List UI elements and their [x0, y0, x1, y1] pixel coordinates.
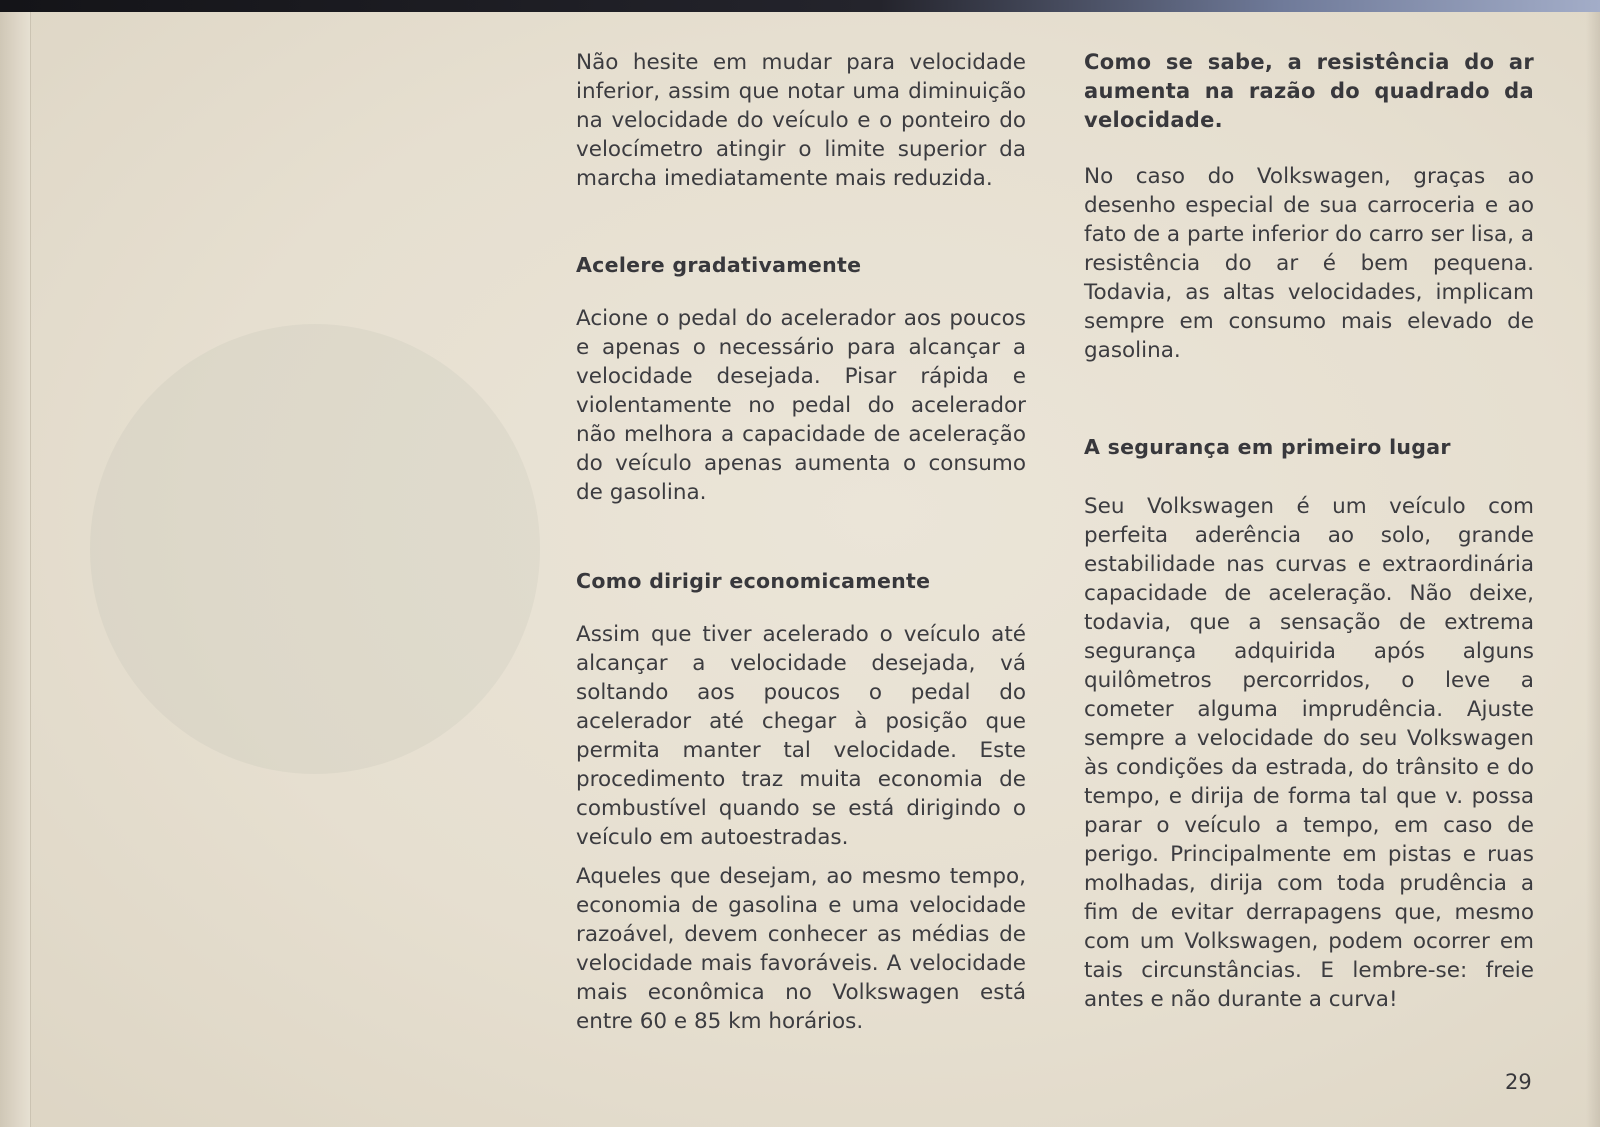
- economia-paragraph-2: Aqueles que desejam, ao mesmo tempo, economia de gasolina e uma velocidade razoável, devem conhecer as médias de velocidade mais favoráveis. A velocidade mais econômica no Volkswagen está entre 60 e 85 km horários.: [576, 864, 1026, 1034]
- book-spine: [0, 12, 31, 1127]
- resistencia-ar-bold-intro: Como se sabe, a resistência do ar aumenta na razão do quadrado da velocidade.: [1084, 50, 1534, 132]
- heading-acelere-gradativamente: Acelere gradativamente: [576, 253, 862, 277]
- right-text-column: [1084, 48, 1534, 1014]
- left-text-column: [576, 48, 1026, 1036]
- intro-paragraph: Não hesite em mudar para velocidade inferior, assim que notar uma diminuição na velocidade do veículo e o ponteiro do velocímetro atingir o limite superior da marcha imediatamente mais reduzida.: [576, 50, 1026, 191]
- heading-como-dirigir-economicamente: Como dirigir economicamente: [576, 569, 931, 593]
- seguranca-paragraph: Seu Volkswagen é um veículo com perfeita aderência ao solo, grande estabilidade nas curvas e extraordinária capacidade de aceleração. Não deixe, todavia, que a sensação de extrema segurança adquirida após alguns quilômetros percorridos, o leve a cometer alguma imprudência. Ajuste sempre a velocidade do seu Volkswagen às condições da estrada, do trânsito e do tempo, e dirija de forma tal que v. possa parar o veículo a tempo, em caso de perigo. Principalmente em pistas e ruas molhadas, dirija com toda prudência a fim de evitar derrapagens que, mesmo com um Volkswagen, podem ocorrer em tais circunstâncias. E lembre-se: freie antes e não durante a curva!: [1084, 494, 1534, 1012]
- economia-paragraph-1: Assim que tiver acelerado o veículo até alcançar a velocidade desejada, vá soltando aos poucos o pedal do acelerador até chegar à posição que permita manter tal velocidade. Este procedimento traz muita economia de combustível quando se está dirigindo o veículo em autoestradas.: [576, 622, 1026, 850]
- acelere-paragraph: Acione o pedal do acelerador aos poucos e apenas o necessário para alcançar a velocidade desejada. Pisar rápida e violentamente no pedal do acelerador não melhora a capacidade de aceleração do veículo apenas aumenta o consumo de gasolina.: [576, 306, 1026, 505]
- heading-seguranca-primeiro-lugar: A segurança em primeiro lugar: [1084, 435, 1451, 459]
- show-through-circle: [90, 324, 540, 774]
- volkswagen-aerodynamics-paragraph: No caso do Volkswagen, graças ao desenho especial de sua carroceria e ao fato de a parte inferior do carro ser lisa, a resistência do ar é bem pequena. Todavia, as altas velocidades, implicam sempre em consumo mais elevado de gasolina.: [1084, 164, 1534, 363]
- page-number: 29: [1505, 1070, 1532, 1094]
- page-edge: [1586, 12, 1600, 1127]
